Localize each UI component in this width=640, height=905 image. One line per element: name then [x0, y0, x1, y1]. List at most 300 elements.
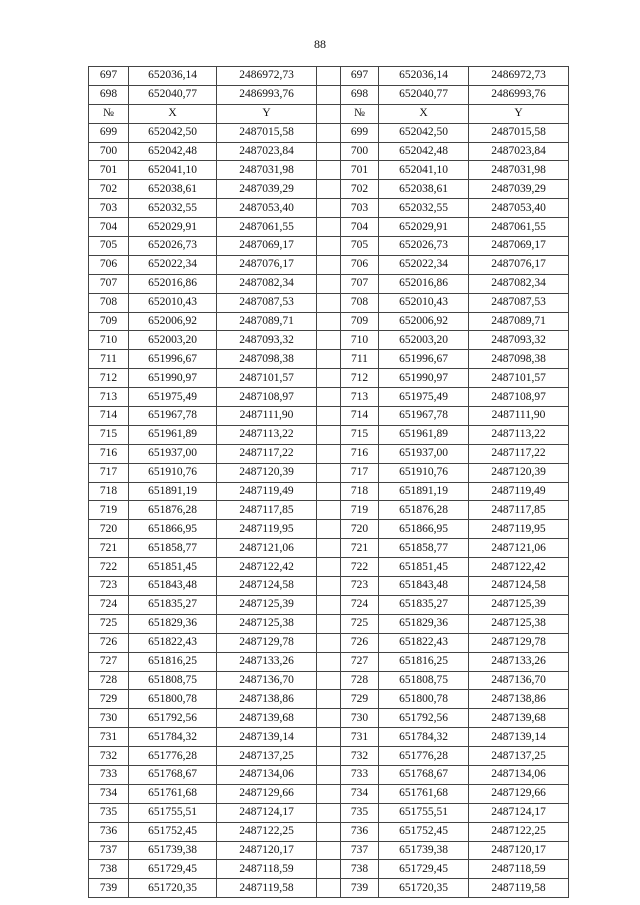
- column-gap: [317, 765, 341, 784]
- left-y-coordinate: 2487120,39: [217, 463, 317, 482]
- left-x-coordinate: 652029,91: [129, 218, 217, 237]
- left-y-coordinate: 2487124,58: [217, 577, 317, 596]
- right-x-coordinate: 651816,25: [379, 652, 469, 671]
- right-x-coordinate: 651996,67: [379, 350, 469, 369]
- right-y-coordinate: 2487124,58: [469, 577, 569, 596]
- right-point-number: 706: [341, 255, 379, 274]
- column-gap: [317, 652, 341, 671]
- table-row: [89, 67, 569, 86]
- left-y-coordinate: 2487053,40: [217, 199, 317, 218]
- right-x-coordinate: 651784,32: [379, 728, 469, 747]
- column-gap: [317, 558, 341, 577]
- right-point-number: 739: [341, 879, 379, 898]
- right-y-coordinate: 2487119,95: [469, 520, 569, 539]
- table-row: [89, 444, 569, 463]
- table-row: [89, 841, 569, 860]
- table-row: [89, 709, 569, 728]
- right-y-coordinate: 2487101,57: [469, 369, 569, 388]
- page-number: 88: [314, 37, 326, 51]
- column-gap: [317, 388, 341, 407]
- right-point-number: 721: [341, 539, 379, 558]
- column-gap: [317, 860, 341, 879]
- left-point-number: 706: [89, 255, 129, 274]
- right-y-coordinate: 2487076,17: [469, 255, 569, 274]
- right-y-coordinate: 2487120,39: [469, 463, 569, 482]
- left-x-coordinate: 652016,86: [129, 274, 217, 293]
- left-y-coordinate: 2487121,06: [217, 539, 317, 558]
- left-y-coordinate: Y: [217, 104, 317, 123]
- column-gap: [317, 841, 341, 860]
- right-point-number: 722: [341, 558, 379, 577]
- left-x-coordinate: 651829,36: [129, 614, 217, 633]
- left-point-number: 700: [89, 142, 129, 161]
- column-gap: [317, 822, 341, 841]
- left-y-coordinate: 2487031,98: [217, 161, 317, 180]
- left-y-coordinate: 2487137,25: [217, 747, 317, 766]
- left-point-number: 731: [89, 728, 129, 747]
- right-y-coordinate: 2487015,58: [469, 123, 569, 142]
- left-x-coordinate: 652003,20: [129, 331, 217, 350]
- left-point-number: 738: [89, 860, 129, 879]
- table-row: [89, 671, 569, 690]
- right-y-coordinate: 2487117,85: [469, 501, 569, 520]
- left-x-coordinate: 651937,00: [129, 444, 217, 463]
- right-y-coordinate: 2487121,06: [469, 539, 569, 558]
- right-point-number: 703: [341, 199, 379, 218]
- right-x-coordinate: 652003,20: [379, 331, 469, 350]
- left-point-number: 710: [89, 331, 129, 350]
- right-y-coordinate: 2487136,70: [469, 671, 569, 690]
- right-point-number: 702: [341, 180, 379, 199]
- left-point-number: 712: [89, 369, 129, 388]
- column-gap: [317, 199, 341, 218]
- right-point-number: 724: [341, 595, 379, 614]
- right-y-coordinate: 2487108,97: [469, 388, 569, 407]
- right-y-coordinate: 2487119,49: [469, 482, 569, 501]
- left-x-coordinate: 652026,73: [129, 237, 217, 256]
- right-x-coordinate: 651761,68: [379, 784, 469, 803]
- right-y-coordinate: 2487129,78: [469, 633, 569, 652]
- right-x-coordinate: 651792,56: [379, 709, 469, 728]
- table-row: [89, 614, 569, 633]
- right-point-number: 713: [341, 388, 379, 407]
- left-y-coordinate: 2487108,97: [217, 388, 317, 407]
- left-x-coordinate: 651784,32: [129, 728, 217, 747]
- right-point-number: 712: [341, 369, 379, 388]
- right-x-coordinate: 652016,86: [379, 274, 469, 293]
- table-row: [89, 407, 569, 426]
- right-point-number: 734: [341, 784, 379, 803]
- table-row: [89, 350, 569, 369]
- left-y-coordinate: 2487120,17: [217, 841, 317, 860]
- right-x-coordinate: 651755,51: [379, 803, 469, 822]
- left-x-coordinate: X: [129, 104, 217, 123]
- column-gap: [317, 369, 341, 388]
- left-point-number: 722: [89, 558, 129, 577]
- right-y-coordinate: 2487031,98: [469, 161, 569, 180]
- column-gap: [317, 633, 341, 652]
- left-x-coordinate: 651975,49: [129, 388, 217, 407]
- column-gap: [317, 690, 341, 709]
- column-gap: [317, 671, 341, 690]
- column-gap: [317, 803, 341, 822]
- right-y-coordinate: 2487129,66: [469, 784, 569, 803]
- right-y-coordinate: 2487093,32: [469, 331, 569, 350]
- left-y-coordinate: 2487125,38: [217, 614, 317, 633]
- column-gap: [317, 577, 341, 596]
- right-x-coordinate: 652022,34: [379, 255, 469, 274]
- left-y-coordinate: 2486993,76: [217, 85, 317, 104]
- table-row: [89, 539, 569, 558]
- left-point-number: 727: [89, 652, 129, 671]
- right-point-number: 716: [341, 444, 379, 463]
- table-row: [89, 199, 569, 218]
- right-point-number: 708: [341, 293, 379, 312]
- right-point-number: 698: [341, 85, 379, 104]
- left-point-number: 702: [89, 180, 129, 199]
- right-x-coordinate: 651720,35: [379, 879, 469, 898]
- column-gap: [317, 501, 341, 520]
- column-gap: [317, 218, 341, 237]
- right-y-coordinate: 2487133,26: [469, 652, 569, 671]
- right-y-coordinate: 2487125,38: [469, 614, 569, 633]
- right-y-coordinate: 2487053,40: [469, 199, 569, 218]
- left-x-coordinate: 652040,77: [129, 85, 217, 104]
- left-point-number: 735: [89, 803, 129, 822]
- right-point-number: 738: [341, 860, 379, 879]
- left-x-coordinate: 651776,28: [129, 747, 217, 766]
- right-point-number: 705: [341, 237, 379, 256]
- left-y-coordinate: 2487129,66: [217, 784, 317, 803]
- right-point-number: 730: [341, 709, 379, 728]
- right-x-coordinate: 651851,45: [379, 558, 469, 577]
- left-point-number: 715: [89, 425, 129, 444]
- table-row: [89, 784, 569, 803]
- left-point-number: 703: [89, 199, 129, 218]
- left-y-coordinate: 2487117,22: [217, 444, 317, 463]
- left-x-coordinate: 651866,95: [129, 520, 217, 539]
- table-row: [89, 293, 569, 312]
- right-x-coordinate: 651800,78: [379, 690, 469, 709]
- left-x-coordinate: 651835,27: [129, 595, 217, 614]
- left-x-coordinate: 651910,76: [129, 463, 217, 482]
- right-x-coordinate: 651876,28: [379, 501, 469, 520]
- right-x-coordinate: 651910,76: [379, 463, 469, 482]
- left-y-coordinate: 2487119,58: [217, 879, 317, 898]
- right-point-number: 737: [341, 841, 379, 860]
- left-x-coordinate: 652032,55: [129, 199, 217, 218]
- left-x-coordinate: 651858,77: [129, 539, 217, 558]
- left-point-number: 720: [89, 520, 129, 539]
- left-y-coordinate: 2487082,34: [217, 274, 317, 293]
- left-point-number: 721: [89, 539, 129, 558]
- left-x-coordinate: 652042,50: [129, 123, 217, 142]
- table-row: [89, 369, 569, 388]
- right-x-coordinate: 651822,43: [379, 633, 469, 652]
- left-y-coordinate: 2487023,84: [217, 142, 317, 161]
- table-row: [89, 822, 569, 841]
- left-point-number: 733: [89, 765, 129, 784]
- column-gap: [317, 104, 341, 123]
- column-gap: [317, 879, 341, 898]
- right-y-coordinate: 2487113,22: [469, 425, 569, 444]
- left-point-number: 723: [89, 577, 129, 596]
- left-y-coordinate: 2487122,42: [217, 558, 317, 577]
- right-point-number: 736: [341, 822, 379, 841]
- column-gap: [317, 709, 341, 728]
- header-row: [89, 104, 569, 123]
- left-x-coordinate: 652038,61: [129, 180, 217, 199]
- left-point-number: 707: [89, 274, 129, 293]
- right-y-coordinate: 2487069,17: [469, 237, 569, 256]
- left-point-number: 728: [89, 671, 129, 690]
- right-point-number: 699: [341, 123, 379, 142]
- right-x-coordinate: 652032,55: [379, 199, 469, 218]
- right-point-number: 700: [341, 142, 379, 161]
- table-row: [89, 633, 569, 652]
- table-row: [89, 482, 569, 501]
- column-gap: [317, 520, 341, 539]
- column-gap: [317, 255, 341, 274]
- left-point-number: 716: [89, 444, 129, 463]
- right-x-coordinate: X: [379, 104, 469, 123]
- right-point-number: 727: [341, 652, 379, 671]
- table-row: [89, 255, 569, 274]
- left-point-number: 724: [89, 595, 129, 614]
- right-y-coordinate: 2487087,53: [469, 293, 569, 312]
- right-point-number: 711: [341, 350, 379, 369]
- column-gap: [317, 350, 341, 369]
- right-point-number: 718: [341, 482, 379, 501]
- right-x-coordinate: 651843,48: [379, 577, 469, 596]
- right-y-coordinate: 2487039,29: [469, 180, 569, 199]
- left-point-number: 729: [89, 690, 129, 709]
- left-point-number: 705: [89, 237, 129, 256]
- table-row: [89, 85, 569, 104]
- left-x-coordinate: 652036,14: [129, 67, 217, 86]
- left-y-coordinate: 2487138,86: [217, 690, 317, 709]
- right-x-coordinate: 651835,27: [379, 595, 469, 614]
- column-gap: [317, 67, 341, 86]
- right-y-coordinate: 2487124,17: [469, 803, 569, 822]
- right-y-coordinate: 2487118,59: [469, 860, 569, 879]
- right-y-coordinate: 2487137,25: [469, 747, 569, 766]
- right-x-coordinate: 652042,48: [379, 142, 469, 161]
- column-gap: [317, 784, 341, 803]
- left-y-coordinate: 2487015,58: [217, 123, 317, 142]
- left-point-number: 711: [89, 350, 129, 369]
- column-gap: [317, 142, 341, 161]
- right-x-coordinate: 651967,78: [379, 407, 469, 426]
- table-row: [89, 312, 569, 331]
- left-x-coordinate: 651961,89: [129, 425, 217, 444]
- left-x-coordinate: 651739,38: [129, 841, 217, 860]
- right-point-number: 714: [341, 407, 379, 426]
- left-y-coordinate: 2487134,06: [217, 765, 317, 784]
- column-gap: [317, 312, 341, 331]
- column-gap: [317, 85, 341, 104]
- right-x-coordinate: 651739,38: [379, 841, 469, 860]
- column-gap: [317, 293, 341, 312]
- right-point-number: 701: [341, 161, 379, 180]
- table-row: [89, 388, 569, 407]
- left-y-coordinate: 2487101,57: [217, 369, 317, 388]
- table-row: [89, 803, 569, 822]
- right-point-number: 723: [341, 577, 379, 596]
- left-x-coordinate: 651891,19: [129, 482, 217, 501]
- left-point-number: 719: [89, 501, 129, 520]
- table-row: [89, 237, 569, 256]
- left-y-coordinate: 2487125,39: [217, 595, 317, 614]
- left-y-coordinate: 2487139,14: [217, 728, 317, 747]
- right-x-coordinate: 652029,91: [379, 218, 469, 237]
- left-point-number: 734: [89, 784, 129, 803]
- left-x-coordinate: 652022,34: [129, 255, 217, 274]
- left-point-number: 704: [89, 218, 129, 237]
- left-y-coordinate: 2487069,17: [217, 237, 317, 256]
- right-y-coordinate: 2487120,17: [469, 841, 569, 860]
- table-row: [89, 879, 569, 898]
- left-x-coordinate: 651843,48: [129, 577, 217, 596]
- right-point-number: 729: [341, 690, 379, 709]
- left-x-coordinate: 651752,45: [129, 822, 217, 841]
- left-point-number: 726: [89, 633, 129, 652]
- left-point-number: 698: [89, 85, 129, 104]
- left-x-coordinate: 651755,51: [129, 803, 217, 822]
- left-y-coordinate: 2487122,25: [217, 822, 317, 841]
- left-point-number: 732: [89, 747, 129, 766]
- right-y-coordinate: 2487125,39: [469, 595, 569, 614]
- column-gap: [317, 407, 341, 426]
- column-gap: [317, 614, 341, 633]
- right-point-number: 735: [341, 803, 379, 822]
- right-x-coordinate: 652042,50: [379, 123, 469, 142]
- right-x-coordinate: 651961,89: [379, 425, 469, 444]
- right-x-coordinate: 652038,61: [379, 180, 469, 199]
- left-y-coordinate: 2487061,55: [217, 218, 317, 237]
- left-x-coordinate: 651792,56: [129, 709, 217, 728]
- left-x-coordinate: 651729,45: [129, 860, 217, 879]
- table-row: [89, 331, 569, 350]
- right-x-coordinate: 651937,00: [379, 444, 469, 463]
- column-gap: [317, 444, 341, 463]
- right-point-number: 707: [341, 274, 379, 293]
- right-point-number: 720: [341, 520, 379, 539]
- left-point-number: 730: [89, 709, 129, 728]
- left-x-coordinate: 651720,35: [129, 879, 217, 898]
- right-x-coordinate: 651858,77: [379, 539, 469, 558]
- left-y-coordinate: 2487117,85: [217, 501, 317, 520]
- left-x-coordinate: 652010,43: [129, 293, 217, 312]
- table-row: [89, 558, 569, 577]
- column-gap: [317, 161, 341, 180]
- right-y-coordinate: 2487089,71: [469, 312, 569, 331]
- left-x-coordinate: 652042,48: [129, 142, 217, 161]
- right-x-coordinate: 651729,45: [379, 860, 469, 879]
- coordinates-table: [88, 66, 569, 898]
- table-row: [89, 577, 569, 596]
- right-x-coordinate: 651891,19: [379, 482, 469, 501]
- column-gap: [317, 539, 341, 558]
- right-x-coordinate: 652026,73: [379, 237, 469, 256]
- column-gap: [317, 274, 341, 293]
- column-gap: [317, 331, 341, 350]
- table-row: [89, 747, 569, 766]
- left-point-number: №: [89, 104, 129, 123]
- right-x-coordinate: 652041,10: [379, 161, 469, 180]
- right-y-coordinate: 2487111,90: [469, 407, 569, 426]
- right-y-coordinate: 2487139,68: [469, 709, 569, 728]
- left-x-coordinate: 651851,45: [129, 558, 217, 577]
- left-x-coordinate: 651967,78: [129, 407, 217, 426]
- right-y-coordinate: 2487082,34: [469, 274, 569, 293]
- right-x-coordinate: 651975,49: [379, 388, 469, 407]
- right-x-coordinate: 651752,45: [379, 822, 469, 841]
- column-gap: [317, 180, 341, 199]
- left-x-coordinate: 651768,67: [129, 765, 217, 784]
- right-x-coordinate: 652006,92: [379, 312, 469, 331]
- right-point-number: 704: [341, 218, 379, 237]
- right-x-coordinate: 651829,36: [379, 614, 469, 633]
- left-x-coordinate: 651996,67: [129, 350, 217, 369]
- left-point-number: 697: [89, 67, 129, 86]
- right-y-coordinate: 2487023,84: [469, 142, 569, 161]
- left-point-number: 709: [89, 312, 129, 331]
- left-y-coordinate: 2487119,95: [217, 520, 317, 539]
- right-point-number: 715: [341, 425, 379, 444]
- right-x-coordinate: 651866,95: [379, 520, 469, 539]
- table-row: [89, 520, 569, 539]
- column-gap: [317, 463, 341, 482]
- left-y-coordinate: 2487089,71: [217, 312, 317, 331]
- table-row: [89, 161, 569, 180]
- right-y-coordinate: 2487117,22: [469, 444, 569, 463]
- table-row: [89, 180, 569, 199]
- right-x-coordinate: 651808,75: [379, 671, 469, 690]
- table-row: [89, 860, 569, 879]
- table-row: [89, 425, 569, 444]
- right-y-coordinate: 2487119,58: [469, 879, 569, 898]
- left-point-number: 717: [89, 463, 129, 482]
- left-x-coordinate: 651816,25: [129, 652, 217, 671]
- table-row: [89, 690, 569, 709]
- right-y-coordinate: 2487098,38: [469, 350, 569, 369]
- table-row: [89, 463, 569, 482]
- left-point-number: 736: [89, 822, 129, 841]
- left-x-coordinate: 652041,10: [129, 161, 217, 180]
- right-point-number: 719: [341, 501, 379, 520]
- table-row: [89, 595, 569, 614]
- left-x-coordinate: 651761,68: [129, 784, 217, 803]
- right-point-number: 710: [341, 331, 379, 350]
- right-y-coordinate: 2487139,14: [469, 728, 569, 747]
- right-point-number: №: [341, 104, 379, 123]
- right-point-number: 731: [341, 728, 379, 747]
- left-point-number: 725: [89, 614, 129, 633]
- right-point-number: 697: [341, 67, 379, 86]
- right-y-coordinate: 2487122,25: [469, 822, 569, 841]
- left-y-coordinate: 2487119,49: [217, 482, 317, 501]
- left-point-number: 737: [89, 841, 129, 860]
- right-point-number: 732: [341, 747, 379, 766]
- column-gap: [317, 595, 341, 614]
- left-y-coordinate: 2487076,17: [217, 255, 317, 274]
- right-x-coordinate: 651776,28: [379, 747, 469, 766]
- left-point-number: 718: [89, 482, 129, 501]
- right-point-number: 726: [341, 633, 379, 652]
- column-gap: [317, 747, 341, 766]
- left-y-coordinate: 2487133,26: [217, 652, 317, 671]
